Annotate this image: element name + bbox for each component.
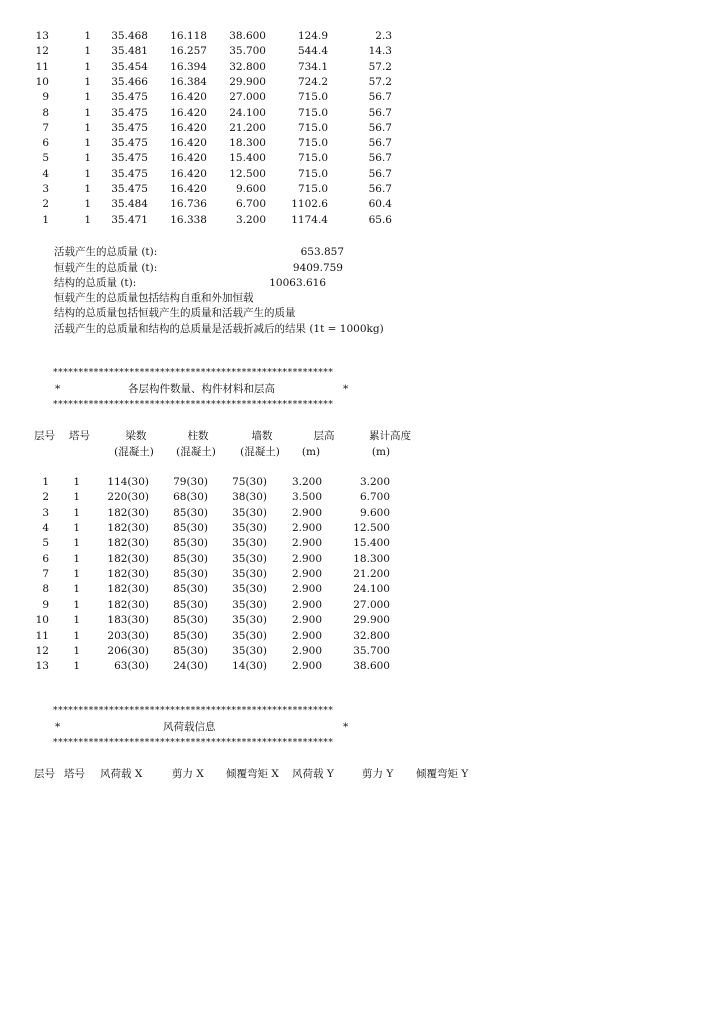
story-height-cell: 2.900 [291,568,322,581]
wall-count-cell: 35(30) [232,522,267,535]
column-count-cell: 85(30) [173,552,208,565]
col-header-height: 层高 [313,430,335,442]
height-cell: 21.200 [229,121,266,134]
banner-star-right: * [343,721,349,733]
column-count-cell: 85(30) [173,568,208,581]
mass-table-row [0,105,724,121]
col-header-beams: 梁数 [125,430,147,442]
mass-center-x-cell: 35.475 [111,152,148,165]
floor-cell: 1 [42,213,49,226]
tower-cell: 1 [84,30,91,42]
column-count-cell: 85(30) [173,537,208,550]
beam-count-cell: 203(30) [107,629,149,642]
tower-cell: 1 [73,583,80,596]
live-mass-cell: 56.7 [368,152,392,165]
floor-cell: 5 [42,152,49,165]
members-table-row [0,474,724,490]
tower-cell: 1 [73,506,80,519]
column-count-cell: 85(30) [173,522,208,535]
mass-center-x-cell: 35.475 [111,137,148,150]
mass-center-y-cell: 16.420 [170,137,207,150]
mass-center-x-cell: 35.475 [111,167,148,180]
story-height-cell: 2.900 [291,614,322,627]
mass-center-y-cell: 16.420 [170,152,207,165]
members-table-row [0,628,724,644]
live-mass-cell: 65.6 [368,213,392,226]
wind-header-floor: 层号 [34,768,55,780]
mass-table-row [0,212,724,228]
tower-cell: 1 [73,537,80,550]
members-table-row [0,520,724,536]
tower-cell: 1 [73,598,80,611]
height-cell: 38.600 [229,30,266,42]
live-mass-cell: 56.7 [368,137,392,150]
cumulative-height-cell: 18.300 [353,552,390,565]
story-height-cell: 3.500 [291,491,322,504]
cumulative-height-cell: 38.600 [353,660,390,673]
mass-table-row [0,89,724,105]
column-count-cell: 85(30) [173,644,208,657]
height-cell: 32.800 [229,60,266,73]
beam-count-cell: 182(30) [107,552,149,565]
story-height-cell: 2.900 [291,598,322,611]
story-height-cell: 2.900 [291,537,322,550]
height-cell: 29.900 [229,75,266,88]
height-cell: 9.600 [235,183,266,195]
wind-header-moment-x: 倾覆弯矩 X [226,768,279,780]
members-table-row [0,505,724,521]
mass-table-row [0,196,724,212]
floor-cell: 4 [42,167,49,180]
banner-stars-top: ******************************************************* [53,368,334,378]
mass-center-y-cell: 16.420 [170,183,207,195]
live-mass-cell: 56.7 [368,183,392,195]
live-mass-cell: 56.7 [368,121,392,134]
floor-cell: 5 [42,537,49,550]
wall-count-cell: 38(30) [232,491,267,504]
mass-table-row [0,120,724,136]
story-height-cell: 2.900 [291,644,322,657]
tower-cell: 1 [73,644,80,657]
floor-cell: 11 [35,629,49,642]
mass-center-x-cell: 35.475 [111,183,148,195]
floor-cell: 8 [42,583,49,596]
mass-center-x-cell: 35.475 [111,91,148,104]
dead-mass-cell: 724.2 [297,75,328,88]
floor-cell: 7 [42,568,49,581]
wall-count-cell: 35(30) [232,537,267,550]
column-count-cell: 85(30) [173,614,208,627]
cumulative-height-cell: 21.200 [353,568,390,581]
tower-cell: 1 [84,183,91,195]
members-table-row [0,489,724,505]
live-mass-cell: 56.7 [368,167,392,180]
mass-table-row [0,150,724,166]
column-count-cell: 85(30) [173,506,208,519]
mass-center-x-cell: 35.471 [111,213,148,226]
subheader-wall-material: (混凝土) [240,446,280,458]
column-count-cell: 85(30) [173,598,208,611]
subheader-cumulative-unit: (m) [371,446,391,458]
story-height-cell: 2.900 [291,506,322,519]
note-total-mass: 结构的总质量包括恒载产生的质量和活载产生的质量 [54,307,296,319]
live-mass-cell: 60.4 [368,198,392,211]
floor-cell: 12 [35,644,49,657]
story-height-cell: 2.900 [291,583,322,596]
tower-cell: 1 [84,75,91,88]
banner-star-right: * [343,383,349,395]
column-count-cell: 79(30) [173,476,208,488]
live-mass-label: 活载产生的总质量 (t): [54,246,158,258]
story-height-cell: 3.200 [291,476,322,488]
story-height-cell: 2.900 [291,629,322,642]
floor-cell: 8 [42,106,49,119]
cumulative-height-cell: 3.200 [359,476,390,488]
mass-table-row [0,28,724,44]
story-height-cell: 2.900 [291,522,322,535]
height-cell: 35.700 [229,45,266,58]
mass-center-y-cell: 16.257 [170,45,207,58]
floor-cell: 7 [42,121,49,134]
wall-count-cell: 35(30) [232,568,267,581]
mass-table-row [0,74,724,90]
tower-cell: 1 [73,614,80,627]
mass-center-y-cell: 16.394 [170,60,207,73]
live-mass-cell: 14.3 [368,45,392,58]
mass-center-x-cell: 35.468 [111,30,148,42]
tower-cell: 1 [73,629,80,642]
banner-stars-bottom: ******************************************************* [53,400,334,410]
floor-cell: 12 [35,45,49,58]
height-cell: 6.700 [235,198,266,211]
subheader-height-unit: (m) [301,446,321,458]
wall-count-cell: 35(30) [232,598,267,611]
subheader-column-material: (混凝土) [176,446,216,458]
beam-count-cell: 220(30) [107,491,149,504]
mass-center-y-cell: 16.420 [170,121,207,134]
beam-count-cell: 206(30) [107,644,149,657]
tower-cell: 1 [73,522,80,535]
beam-count-cell: 183(30) [107,614,149,627]
height-cell: 27.000 [229,91,266,104]
cumulative-height-cell: 32.800 [353,629,390,642]
wind-header-load-x: 风荷载 X [100,768,143,780]
tower-cell: 1 [84,152,91,165]
mass-center-y-cell: 16.384 [170,75,207,88]
members-table-row [0,566,724,582]
tower-cell: 1 [84,167,91,180]
beam-count-cell: 182(30) [107,598,149,611]
wall-count-cell: 35(30) [232,506,267,519]
wall-count-cell: 35(30) [232,614,267,627]
beam-count-cell: 114(30) [107,476,149,488]
total-mass-value: 10063.616 [269,277,326,289]
mass-center-y-cell: 16.118 [170,30,207,42]
wall-count-cell: 35(30) [232,644,267,657]
floor-cell: 6 [42,552,49,565]
mass-center-y-cell: 16.420 [170,167,207,180]
dead-mass-value: 9409.759 [292,262,343,274]
floor-cell: 2 [42,491,49,504]
wall-count-cell: 35(30) [232,552,267,565]
mass-center-y-cell: 16.420 [170,106,207,119]
members-table-row [0,643,724,659]
dead-mass-cell: 1102.6 [291,198,328,211]
tower-cell: 1 [84,45,91,58]
dead-mass-label: 恒载产生的总质量 (t): [54,262,158,274]
members-table-row [0,535,724,551]
mass-center-x-cell: 35.484 [111,198,148,211]
subheader-beam-material: (混凝土) [114,446,154,458]
wind-header-load-y: 风荷载 Y [292,768,334,780]
wall-count-cell: 35(30) [232,583,267,596]
floor-cell: 4 [42,522,49,535]
story-height-cell: 2.900 [291,660,322,673]
cumulative-height-cell: 29.900 [353,614,390,627]
beam-count-cell: 182(30) [107,568,149,581]
dead-mass-cell: 734.1 [297,60,328,73]
mass-table-row [0,166,724,182]
dead-mass-cell: 715.0 [297,137,328,150]
dead-mass-cell: 715.0 [297,121,328,134]
live-mass-value: 653.857 [300,246,344,258]
mass-center-x-cell: 35.466 [111,75,148,88]
note-dead-mass: 恒载产生的总质量包括结构自重和外加恒载 [54,292,254,304]
mass-center-x-cell: 35.475 [111,106,148,119]
mass-center-x-cell: 35.481 [111,45,148,58]
tower-cell: 1 [73,568,80,581]
wind-header-tower: 塔号 [64,768,85,780]
members-table-row [0,597,724,613]
col-header-walls: 墙数 [251,430,273,442]
wind-header-moment-y: 倾覆弯矩 Y [416,768,469,780]
beam-count-cell: 182(30) [107,522,149,535]
cumulative-height-cell: 27.000 [353,598,390,611]
note-live-reduction: 活载产生的总质量和结构的总质量是活载折减后的结果 (1t = 1000kg) [54,323,384,335]
mass-center-x-cell: 35.475 [111,121,148,134]
story-height-cell: 2.900 [291,552,322,565]
wall-count-cell: 75(30) [232,476,267,488]
tower-cell: 1 [73,476,80,488]
floor-cell: 10 [35,614,49,627]
members-table-row [0,658,724,674]
cumulative-height-cell: 9.600 [359,506,390,519]
total-mass-label: 结构的总质量 (t): [54,277,137,289]
height-cell: 12.500 [229,167,266,180]
mass-table-row [0,181,724,197]
dead-mass-cell: 715.0 [297,152,328,165]
banner-stars-bottom: ******************************************************* [53,738,334,748]
floor-cell: 9 [42,91,49,104]
column-count-cell: 85(30) [173,583,208,596]
wall-count-cell: 14(30) [232,660,267,673]
members-table-row [0,581,724,597]
mass-center-y-cell: 16.420 [170,91,207,104]
banner-star-left: * [55,721,61,733]
height-cell: 3.200 [235,213,266,226]
dead-mass-cell: 715.0 [297,183,328,195]
dead-mass-cell: 715.0 [297,167,328,180]
wind-header-shear-y: 剪力 Y [362,768,394,780]
tower-cell: 1 [84,60,91,73]
cumulative-height-cell: 35.700 [353,644,390,657]
height-cell: 24.100 [229,106,266,119]
live-mass-cell: 2.3 [375,30,392,42]
tower-cell: 1 [84,121,91,134]
mass-center-x-cell: 35.454 [111,60,148,73]
cumulative-height-cell: 24.100 [353,583,390,596]
tower-cell: 1 [84,213,91,226]
beam-count-cell: 182(30) [107,583,149,596]
floor-cell: 13 [35,660,49,673]
cumulative-height-cell: 15.400 [353,537,390,550]
floor-cell: 3 [42,506,49,519]
floor-cell: 10 [35,75,49,88]
tower-cell: 1 [84,198,91,211]
live-mass-cell: 56.7 [368,91,392,104]
column-count-cell: 85(30) [173,629,208,642]
live-mass-cell: 57.2 [368,60,392,73]
mass-center-y-cell: 16.736 [170,198,207,211]
banner-stars-top: ******************************************************* [53,706,334,716]
section-members-title: 各层构件数量、构件材料和层高 [128,383,275,395]
floor-cell: 11 [35,60,49,73]
tower-cell: 1 [84,106,91,119]
wind-header-shear-x: 剪力 X [172,768,204,780]
cumulative-height-cell: 12.500 [353,522,390,535]
beam-count-cell: 63(30) [114,660,149,673]
col-header-columns: 柱数 [187,430,209,442]
dead-mass-cell: 544.4 [297,45,328,58]
mass-table-row [0,59,724,75]
dead-mass-cell: 715.0 [297,91,328,104]
floor-cell: 13 [35,30,49,42]
live-mass-cell: 57.2 [368,75,392,88]
height-cell: 18.300 [229,137,266,150]
wall-count-cell: 35(30) [232,629,267,642]
tower-cell: 1 [73,552,80,565]
floor-cell: 9 [42,598,49,611]
members-table-row [0,612,724,628]
cumulative-height-cell: 6.700 [359,491,390,504]
mass-table-row [0,43,724,59]
section-wind-title: 风荷载信息 [163,721,216,733]
tower-cell: 1 [84,91,91,104]
col-header-floor: 层号 [34,430,55,442]
beam-count-cell: 182(30) [107,537,149,550]
banner-star-left: * [55,383,61,395]
floor-cell: 2 [42,198,49,211]
members-table-row [0,551,724,567]
dead-mass-cell: 124.9 [297,30,328,42]
col-header-tower: 塔号 [69,430,90,442]
column-count-cell: 68(30) [173,491,208,504]
height-cell: 15.400 [229,152,266,165]
dead-mass-cell: 1174.4 [291,213,328,226]
live-mass-cell: 56.7 [368,106,392,119]
tower-cell: 1 [73,660,80,673]
dead-mass-cell: 715.0 [297,106,328,119]
col-header-cumulative: 累计高度 [369,430,411,442]
mass-center-y-cell: 16.338 [170,213,207,226]
floor-cell: 3 [42,183,49,195]
floor-cell: 6 [42,137,49,150]
tower-cell: 1 [73,491,80,504]
tower-cell: 1 [84,137,91,150]
mass-table-row [0,135,724,151]
floor-cell: 1 [42,476,49,488]
column-count-cell: 24(30) [173,660,208,673]
beam-count-cell: 182(30) [107,506,149,519]
